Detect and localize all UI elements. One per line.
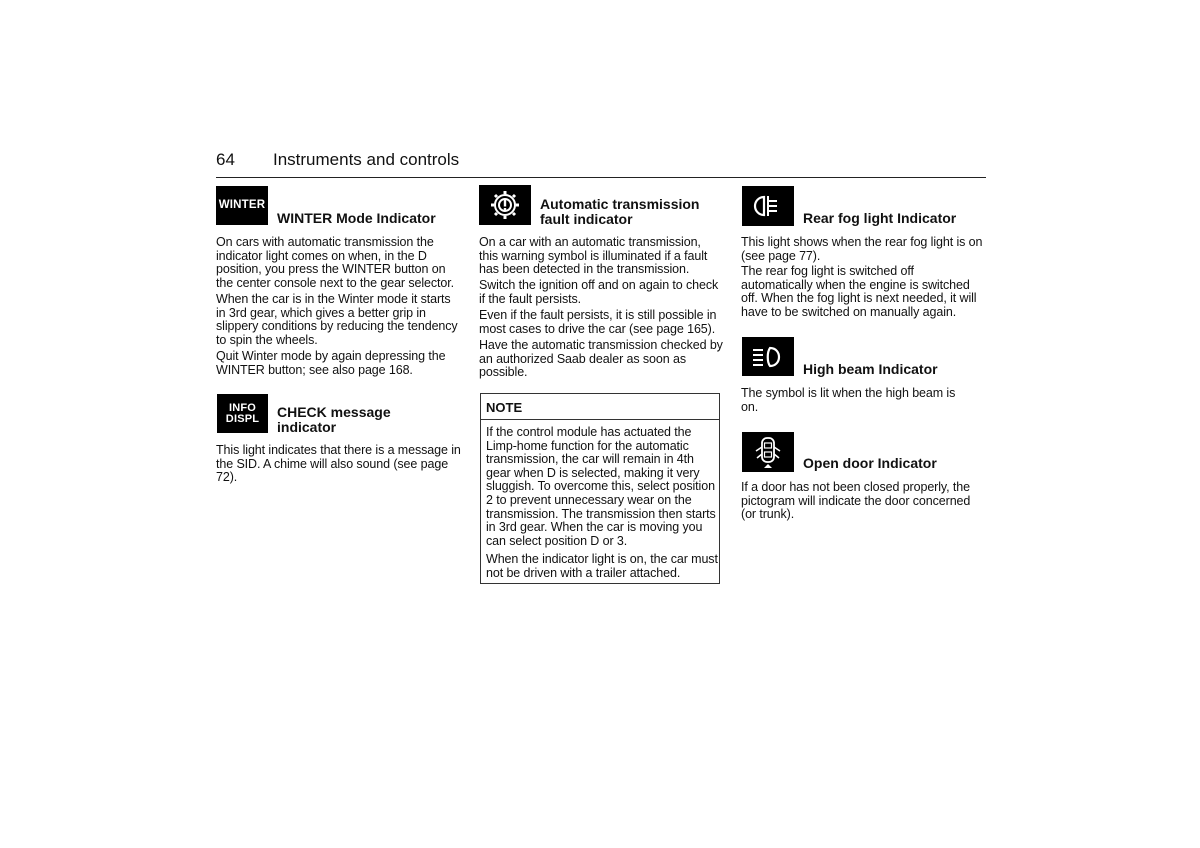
winter-icon: WINTER	[216, 186, 268, 225]
transmission-paragraph-1: On a car with an automatic transmission, this warning symbol is illuminated if a fault has been detected in the transmission.	[479, 235, 708, 277]
fog-paragraph-2: The rear fog light is switched off automatically when the engine is switched off. When the fog light is next needed, it will have to be switched on manually again.	[741, 264, 977, 319]
winter-paragraph-3: Quit Winter mode by again depressing the WINTER button; see also page 168.	[216, 349, 446, 377]
high-beam-icon	[742, 337, 794, 376]
fog-heading: Rear fog light Indicator	[803, 210, 957, 226]
info-displ-icon: INFO DISPL	[217, 394, 268, 433]
rear-fog-light-icon	[742, 186, 794, 226]
gear-warning-icon-graphic	[487, 188, 523, 222]
note-title: NOTE	[481, 394, 719, 420]
transmission-heading: Automatic transmission fault indicator	[540, 196, 700, 227]
highbeam-paragraph: The symbol is lit when the high beam is on.	[741, 386, 956, 414]
open-door-icon	[742, 432, 794, 472]
door-paragraph: If a door has not been closed properly, the pictogram will indicate the door concerned (or trunk).	[741, 480, 971, 522]
check-heading: CHECK message indicator	[277, 404, 391, 435]
transmission-paragraph-4: Have the automatic transmission checked by an authorized Saab dealer as soon as possible.	[479, 338, 723, 380]
transmission-paragraph-2: Switch the ignition off and on again to check if the fault persists.	[479, 278, 719, 306]
page-title: Instruments and controls	[273, 150, 460, 169]
note-box	[480, 393, 720, 584]
door-heading: Open door Indicator	[803, 455, 937, 471]
high-beam-icon-graphic	[750, 344, 786, 370]
rear-fog-light-icon-graphic	[751, 193, 785, 219]
winter-paragraph-1: On cars with automatic transmission the indicator light comes on when, in the D position, you press the WINTER button on the center console next to the gear selector.	[216, 235, 455, 290]
winter-paragraph-2: When the car is in the Winter mode it starts in 3rd gear, which gives a better grip in slippery conditions by reducing the tendency to spin the wheels.	[216, 292, 458, 347]
gear-warning-icon	[479, 185, 531, 225]
page-header	[216, 149, 986, 178]
note-paragraph-1: If the control module has actuated the Limp-home function for the automatic transmission, the car will remain in 4th gear when D is selected, making it very sluggish. To overcome this, select position 2 to prevent unnecessary wear on the transmission. The transmission then starts in 3rd gear. When the car is moving you can select position D or 3.	[486, 425, 716, 548]
fog-paragraph-1: This light shows when the rear fog light is on (see page 77).	[741, 235, 983, 263]
note-paragraph-2: When the indicator light is on, the car must not be driven with a trailer attached.	[486, 552, 718, 580]
highbeam-heading: High beam Indicator	[803, 361, 938, 377]
page-number: 64	[216, 150, 235, 169]
winter-heading: WINTER Mode Indicator	[277, 210, 436, 226]
transmission-paragraph-3: Even if the fault persists, it is still possible in most cases to drive the car (see page 165).	[479, 308, 717, 336]
open-door-icon-graphic	[753, 435, 783, 469]
check-paragraph: This light indicates that there is a message in the SID. A chime will also sound (see page 72).	[216, 443, 461, 485]
